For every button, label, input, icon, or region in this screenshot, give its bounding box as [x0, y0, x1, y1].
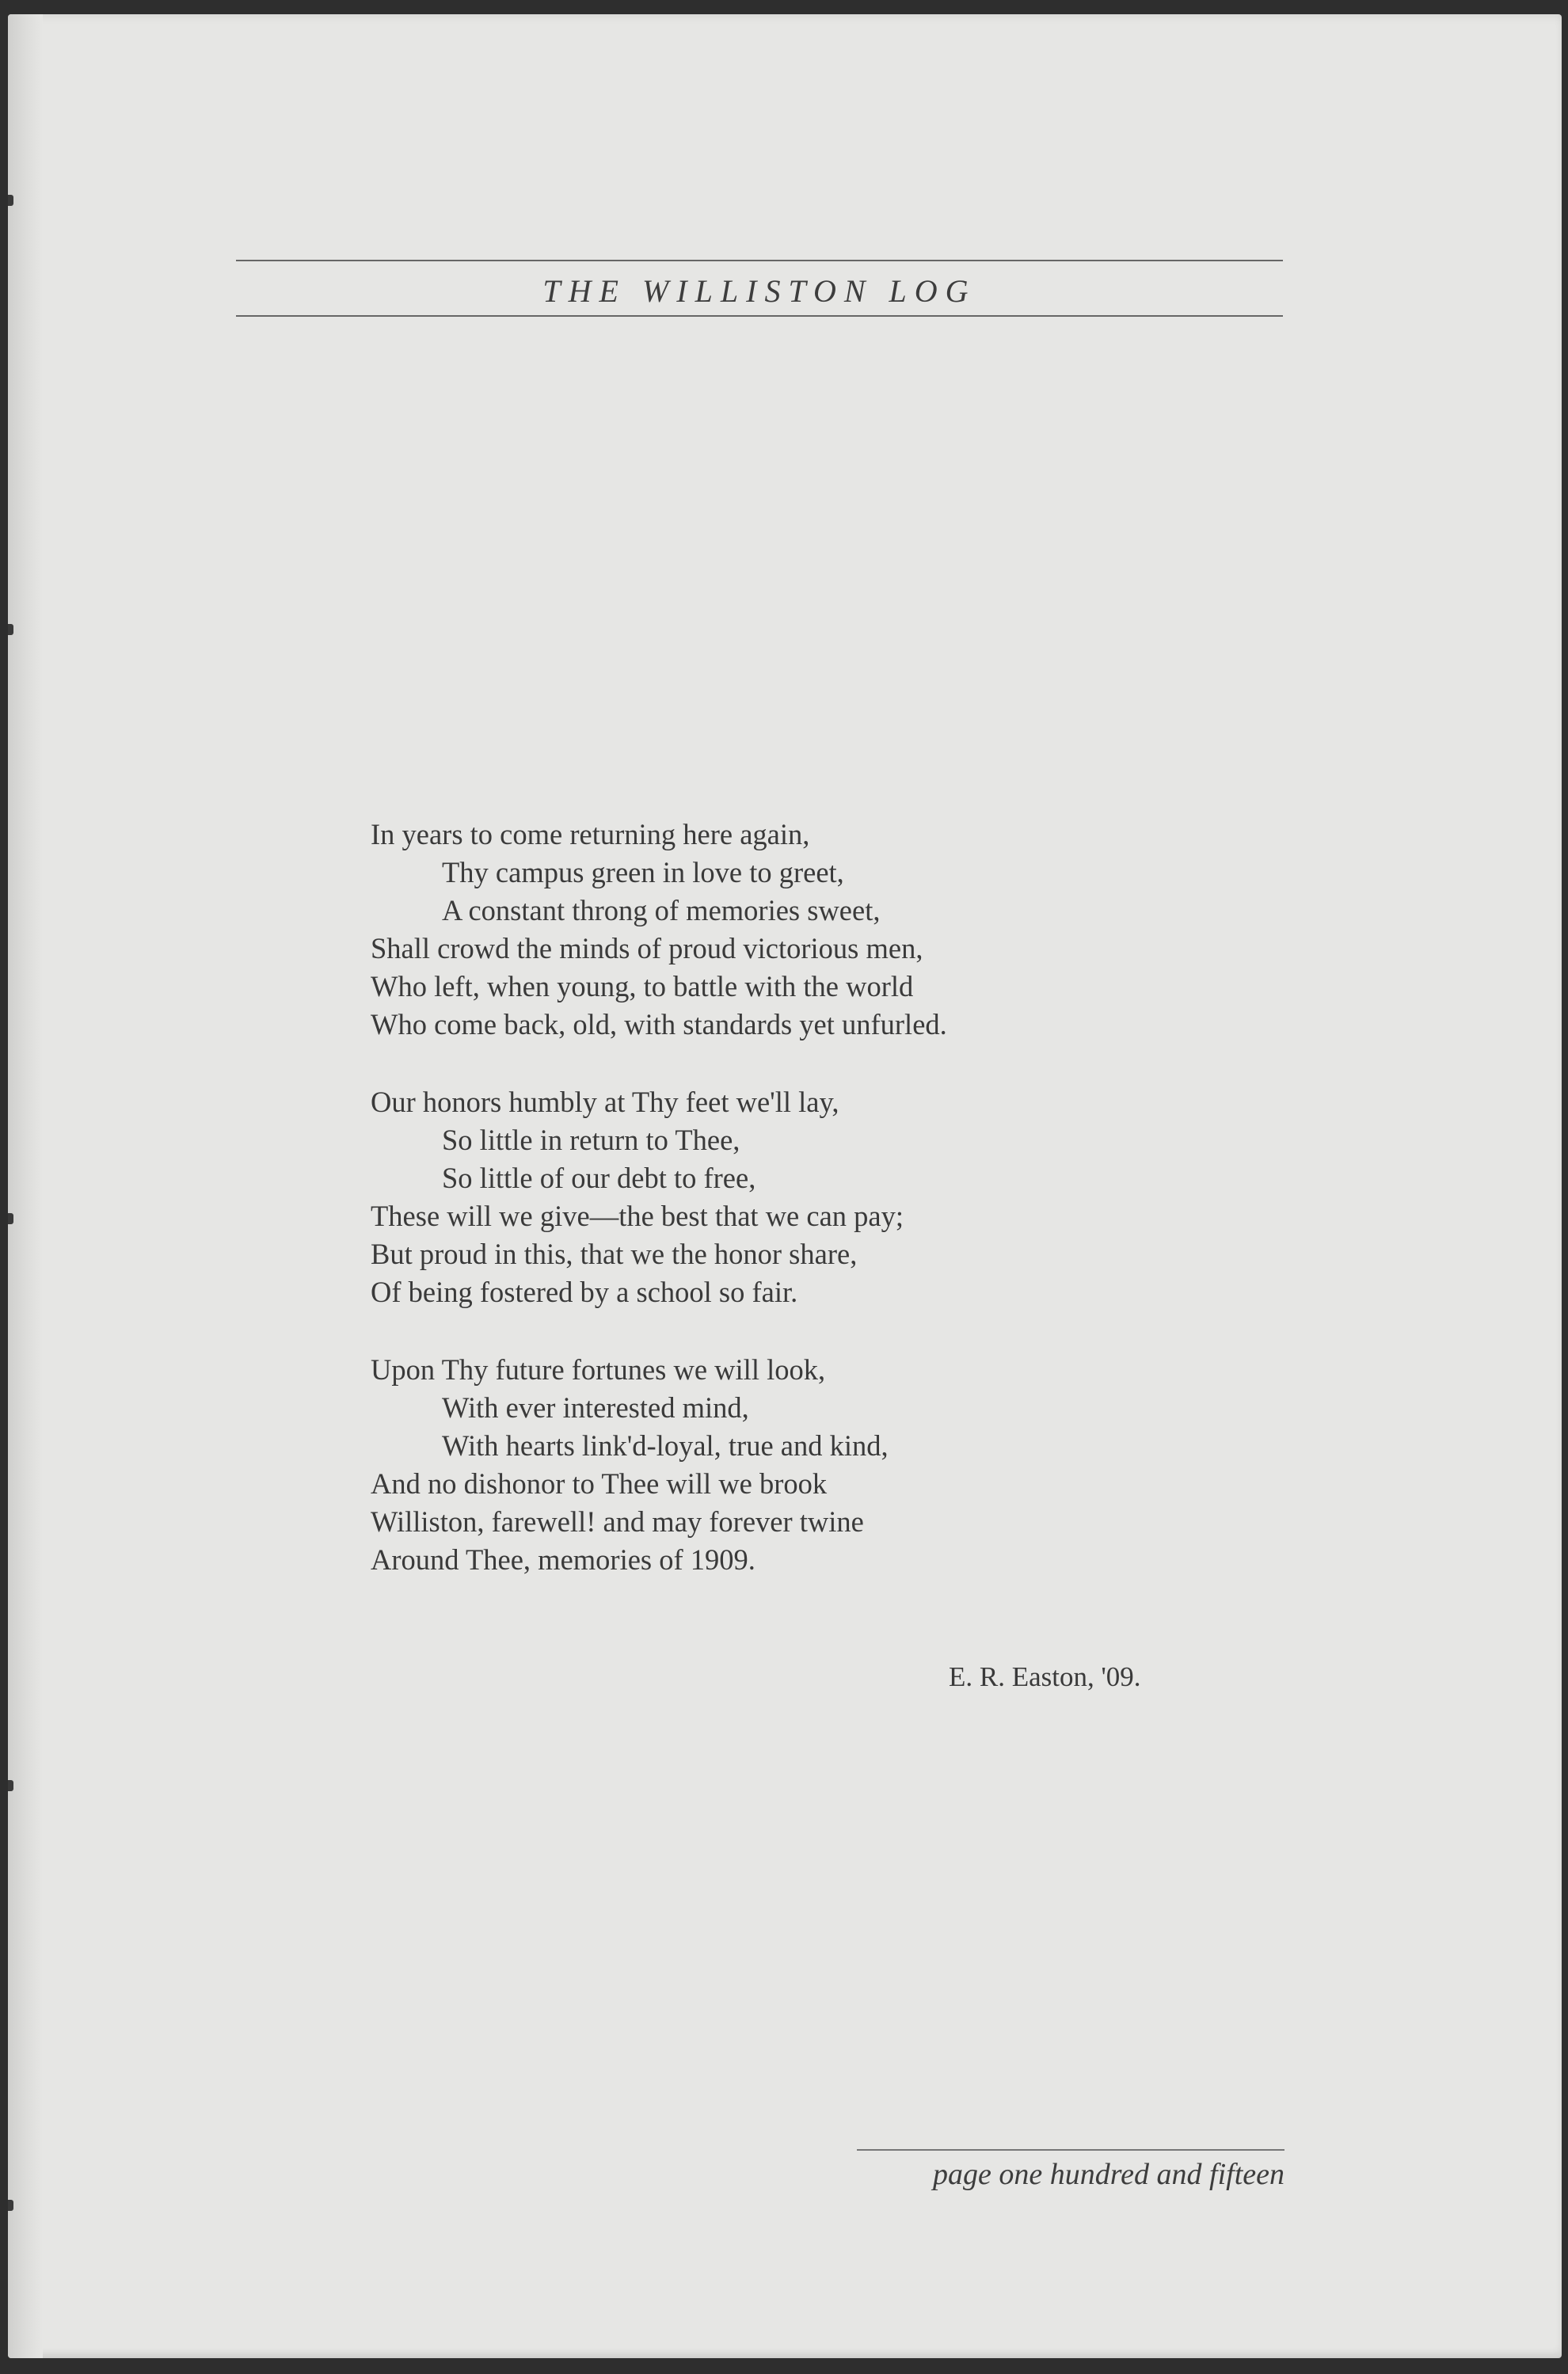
poem-line: Williston, farewell! and may forever twine — [371, 1505, 864, 1538]
poem-line: Who come back, old, with standards yet unfurled. — [371, 1008, 947, 1041]
staple-mark — [8, 1780, 13, 1791]
poem-line: Of being fostered by a school so fair. — [371, 1276, 798, 1308]
poem-line: In years to come returning here again, — [371, 818, 810, 850]
running-header — [236, 260, 1283, 317]
poem-line: Who left, when young, to battle with the world — [371, 970, 914, 1002]
poem-line: A constant throng of memories sweet, — [442, 894, 881, 926]
poem-line: Thy campus green in love to greet, — [442, 856, 844, 888]
poem-line: With hearts link'd-loyal, true and kind, — [442, 1429, 889, 1462]
poem-author: E. R. Easton, '09. — [949, 1661, 1141, 1692]
staple-mark — [8, 2200, 13, 2211]
poem-line: Shall crowd the minds of proud victorious men, — [371, 932, 923, 964]
document-page — [8, 14, 1562, 2358]
poem — [371, 816, 1242, 1619]
poem-line: These will we give—the best that we can pay; — [371, 1200, 904, 1232]
poem-line: Upon Thy future fortunes we will look, — [371, 1353, 826, 1386]
staple-mark — [8, 624, 13, 635]
stanza-1 — [371, 816, 1242, 1044]
poem-line: So little of our debt to free, — [442, 1162, 756, 1194]
staple-mark — [8, 1213, 13, 1224]
page-footer — [857, 2149, 1284, 2192]
staple-mark — [8, 195, 13, 206]
header-title: THE WILLISTON LOG — [542, 273, 976, 309]
binding-spine — [8, 14, 43, 2358]
poem-line: Around Thee, memories of 1909. — [371, 1543, 755, 1576]
page-number-label: page one hundred and fifteen — [933, 2158, 1284, 2191]
poem-line: With ever interested mind, — [442, 1391, 749, 1424]
poem-line: And no dishonor to Thee will we brook — [371, 1467, 828, 1500]
stanza-2 — [371, 1083, 1242, 1311]
poem-line: So little in return to Thee, — [442, 1124, 740, 1156]
poem-line: Our honors humbly at Thy feet we'll lay, — [371, 1086, 839, 1118]
poem-line: But proud in this, that we the honor share, — [371, 1238, 858, 1270]
stanza-3 — [371, 1351, 1242, 1579]
